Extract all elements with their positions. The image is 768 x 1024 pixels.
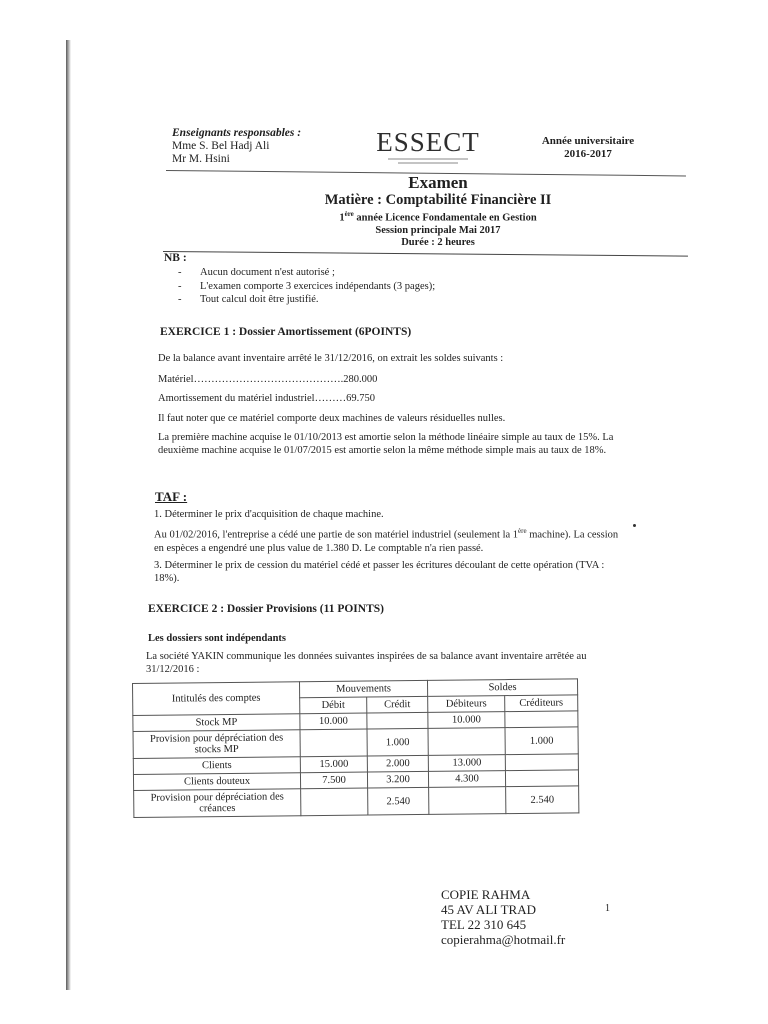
table-cell [505,754,578,771]
table-cell [301,788,368,816]
title-divider [163,251,688,257]
duration-line: Durée : 2 heures [401,236,475,248]
exam-page [88,38,728,998]
table-cell: 15.000 [300,756,367,773]
exercise-2-intro: La société YAKIN communique les données suivantes inspirées de sa balance avant inventaire arrêtée au 31/12/2016 : [146,651,587,675]
table-cell: Stock MP [133,714,300,732]
exam-title-block [238,173,638,249]
question-3: 3. Déterminer le prix de cession du matériel cédé et passer les écritures découlant de cette opération (TVA : 18%). [154,560,605,584]
exam-title: Examen [408,173,468,192]
nb-list [178,266,435,307]
table-cell: 1.000 [367,728,428,756]
table-cell: 2.540 [506,786,579,814]
stamp-line: TEL 22 310 645 [441,917,527,932]
balance-table [132,678,579,818]
academic-year-block [508,135,668,161]
scan-shadow-edge [66,40,71,990]
table-cell [505,770,578,787]
stamp-line: COPIE RAHMA [441,887,531,902]
logo-tagline-graphic [348,157,508,167]
exercise-2-subtitle: Les dossiers sont indépendants [148,633,286,644]
teacher-name: Mr M. Hsini [172,153,230,165]
table-cell [429,787,506,815]
exercise-1-title: EXERCICE 1 : Dossier Amortissement (6POINTS) [160,326,412,338]
teacher-name: Mme S. Bel Hadj Ali [172,140,270,152]
essect-logo [348,128,508,167]
table-cell [505,711,578,728]
table-cell [300,729,367,757]
table-cell: 13.000 [428,755,505,772]
table-cell: 2.000 [367,755,428,772]
amortissement-line: Amortissement du matériel industriel………69.750 [158,393,375,404]
table-cell: Provision pour dépréciation des stocks MP [133,730,300,759]
table-cell: Provision pour dépréciation des créances [134,789,301,818]
table-cell: 10.000 [300,713,367,730]
table-cell: 7.500 [300,772,367,789]
machines-description: La première machine acquise le 01/10/2013 est amortie selon la méthode linéaire simple au taux de 15%. La deuxième machine acquise le 01/07/2015 est amortie selon la même méthode simple mais au taux de 18%. [158,432,614,456]
table-cell: Clients [133,757,300,775]
logo-tagline-lines [383,157,473,165]
materiel-line: Matériel…………………………………….280.000 [158,374,378,385]
table-cell: 4.300 [428,771,505,788]
subject-title: Matière : Comptabilité Financière II [324,192,552,208]
year-label: Année universitaire [541,135,635,147]
exercise-1-intro: De la balance avant inventaire arrêté le 31/12/2016, on extrait les soldes suivants : [158,353,504,364]
column-header-debit: Débit [300,697,367,714]
teachers-block [172,127,301,166]
table-cell: Clients douteux [133,773,300,791]
column-header-credit: Crédit [367,696,428,713]
copy-shop-stamp [441,887,565,947]
column-header-debiteurs: Débiteurs [428,696,505,713]
stamp-line: 45 AV ALI TRAD [441,902,536,917]
scan-speck [633,524,636,527]
level-line: 1ère année Licence Fondamentale en Gestion [339,210,537,224]
session-line: Session principale Mai 2017 [375,224,501,236]
nb-item: - Tout calcul doit être justifié. [178,293,435,307]
column-group-mouvements: Mouvements [299,680,427,697]
table-row [134,786,579,818]
nb-item: - L'examen comporte 3 exercices indépendants (3 pages); [178,280,435,294]
column-header-account: Intitulés des comptes [133,682,300,716]
page-number: 1 [605,903,610,914]
cession-paragraph: Au 01/02/2016, l'entreprise a cédé une partie de son matériel industriel (seulement la 1ère machine). La cession en espèces a engendré une plus value de 1.380 D. Le comptable n'a rien passé. [154,527,619,554]
table-cell: 1.000 [505,727,578,755]
table-cell: 2.540 [368,787,429,815]
taf-label: TAF : [155,489,188,504]
logo-wordmark: ESSECT [376,127,480,157]
table-cell [367,712,428,729]
nb-item: - Aucun document n'est autorisé ; [178,266,435,280]
table-cell: 10.000 [428,712,505,729]
teachers-label: Enseignants responsables : [172,127,302,139]
table-cell: 3.200 [367,771,428,788]
machines-note: Il faut noter que ce matériel comporte deux machines de valeurs résiduelles nulles. [158,413,506,424]
nb-title: NB : [164,252,187,264]
column-header-crediteurs: Créditeurs [505,695,578,712]
stamp-line: copierahma@hotmail.fr [441,932,566,947]
year-value: 2016-2017 [564,148,612,160]
table-cell [428,728,505,756]
column-group-soldes: Soldes [427,679,577,697]
question-1: 1. Déterminer le prix d'acquisition de chaque machine. [154,509,384,520]
exercise-2-title: EXERCICE 2 : Dossier Provisions (11 POINTS) [148,603,384,615]
